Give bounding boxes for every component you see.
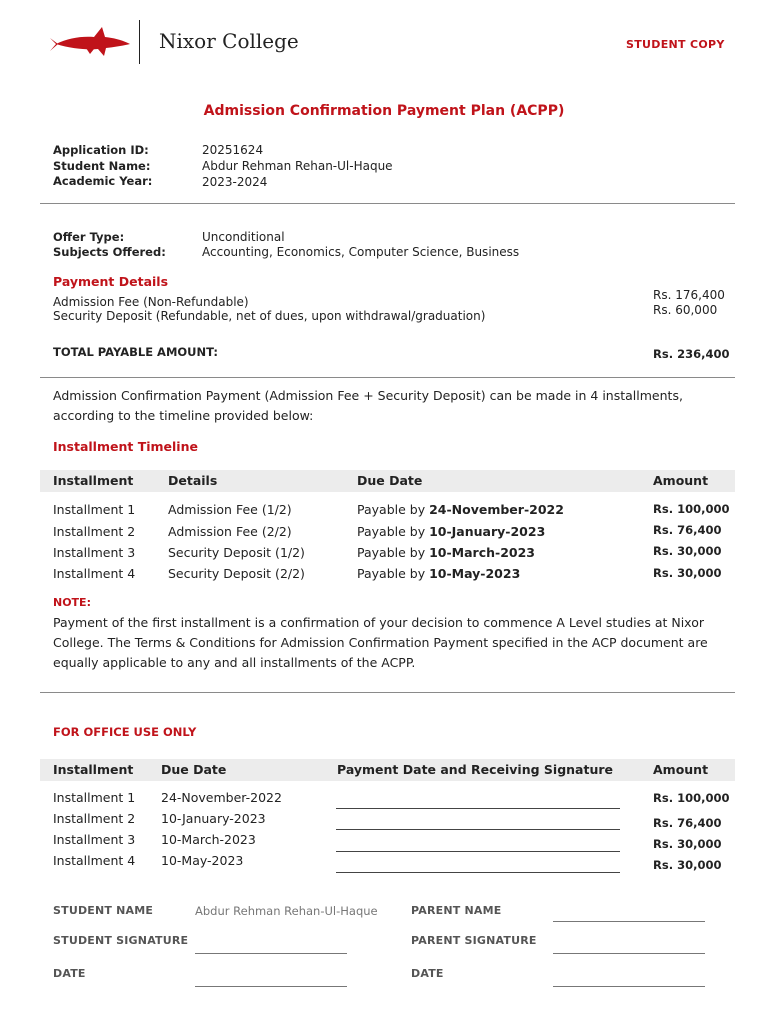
- office-row-4-due: 10-May-2023: [161, 853, 244, 868]
- academic-year-label: Academic Year:: [53, 174, 153, 188]
- due-date: 10-January-2023: [429, 524, 546, 539]
- office-row-4-signature-line[interactable]: [336, 872, 620, 873]
- due-prefix: Payable by: [357, 524, 430, 539]
- timeline-row-3-installment: Installment 3: [53, 545, 136, 560]
- note-text: [53, 613, 733, 673]
- office-row-3-amount: Rs. 30,000: [653, 837, 722, 851]
- total-payable-value: Rs. 236,400: [653, 347, 730, 361]
- divider-1: [40, 203, 735, 204]
- college-logo: [48, 24, 132, 64]
- subjects-value: Accounting, Economics, Computer Science, Business: [202, 245, 520, 259]
- timeline-row-3-details: Security Deposit (1/2): [168, 545, 305, 560]
- timeline-row-1-due: [357, 502, 564, 517]
- office-row-1-amount: Rs. 100,000: [653, 791, 730, 805]
- timeline-row-1-details: Admission Fee (1/2): [168, 502, 292, 517]
- timeline-row-2-amount: Rs. 76,400: [653, 523, 722, 537]
- timeline-col-details: Details: [168, 473, 218, 488]
- timeline-row-4-installment: Installment 4: [53, 566, 136, 581]
- parent-date-label: DATE: [411, 967, 444, 980]
- payment-details-heading: Payment Details: [53, 274, 169, 289]
- student-name-footer-value: Abdur Rehman Rehan-Ul-Haque: [195, 904, 378, 918]
- offer-type-value: Unconditional: [202, 230, 285, 244]
- timeline-heading: Installment Timeline: [53, 439, 198, 454]
- header-divider: [139, 20, 140, 64]
- total-payable-label: TOTAL PAYABLE AMOUNT:: [53, 345, 218, 359]
- office-col-amount: Amount: [653, 762, 709, 777]
- office-row-2-installment: Installment 2: [53, 811, 136, 826]
- office-row-2-due: 10-January-2023: [161, 811, 266, 826]
- student-name-footer-label: STUDENT NAME: [53, 904, 154, 917]
- student-signature-label: STUDENT SIGNATURE: [53, 934, 189, 947]
- student-signature-line[interactable]: [195, 953, 347, 954]
- due-prefix: Payable by: [357, 502, 430, 517]
- office-heading: FOR OFFICE USE ONLY: [53, 725, 197, 739]
- office-row-3-due: 10-March-2023: [161, 832, 256, 847]
- student-date-line[interactable]: [195, 986, 347, 987]
- office-col-installment: Installment: [53, 762, 134, 777]
- due-prefix: Payable by: [357, 566, 430, 581]
- due-date: 10-March-2023: [429, 545, 535, 560]
- admission-fee-value: Rs. 176,400: [653, 288, 725, 302]
- shark-icon: [48, 24, 132, 64]
- office-row-4-amount: Rs. 30,000: [653, 858, 722, 872]
- academic-year-value: 2023-2024: [202, 175, 268, 189]
- divider-3: [40, 692, 735, 693]
- security-deposit-value: Rs. 60,000: [653, 303, 718, 317]
- college-name: Nixor College: [159, 29, 299, 53]
- application-id-value: 20251624: [202, 143, 264, 157]
- offer-type-label: Offer Type:: [53, 230, 125, 244]
- student-name-value: Abdur Rehman Rehan-Ul-Haque: [202, 159, 393, 173]
- due-date: 24-November-2022: [429, 502, 564, 517]
- office-row-4-installment: Installment 4: [53, 853, 136, 868]
- office-col-signature: Payment Date and Receiving Signature: [337, 762, 613, 777]
- timeline-row-3-due: [357, 545, 535, 560]
- timeline-col-due-date: Due Date: [357, 473, 423, 488]
- admission-fee-label: Admission Fee (Non-Refundable): [53, 295, 249, 309]
- application-id-label: Application ID:: [53, 143, 149, 157]
- office-row-1-signature-line[interactable]: [336, 808, 620, 809]
- office-row-2-signature-line[interactable]: [336, 829, 620, 830]
- parent-name-line[interactable]: [553, 921, 705, 922]
- note-label: NOTE:: [53, 596, 91, 609]
- page-title: Admission Confirmation Payment Plan (ACPP): [203, 103, 565, 119]
- intro-text: [53, 386, 733, 426]
- parent-date-line[interactable]: [553, 986, 705, 987]
- student-name-label: Student Name:: [53, 159, 151, 173]
- office-row-1-installment: Installment 1: [53, 790, 136, 805]
- timeline-row-2-details: Admission Fee (2/2): [168, 524, 292, 539]
- office-row-3-installment: Installment 3: [53, 832, 136, 847]
- timeline-row-4-details: Security Deposit (2/2): [168, 566, 305, 581]
- timeline-row-2-due: [357, 524, 545, 539]
- due-date: 10-May-2023: [429, 566, 521, 581]
- timeline-row-1-amount: Rs. 100,000: [653, 502, 730, 516]
- timeline-col-installment: Installment: [53, 473, 134, 488]
- timeline-row-2-installment: Installment 2: [53, 524, 136, 539]
- office-row-3-signature-line[interactable]: [336, 851, 620, 852]
- timeline-row-3-amount: Rs. 30,000: [653, 544, 722, 558]
- subjects-label: Subjects Offered:: [53, 245, 166, 259]
- office-row-2-amount: Rs. 76,400: [653, 816, 722, 830]
- parent-signature-label: PARENT SIGNATURE: [411, 934, 537, 947]
- divider-2: [40, 377, 735, 378]
- office-row-1-due: 24-November-2022: [161, 790, 282, 805]
- due-prefix: Payable by: [357, 545, 430, 560]
- security-deposit-label: Security Deposit (Refundable, net of dues, upon withdrawal/graduation): [53, 309, 486, 323]
- timeline-row-4-due: [357, 566, 520, 581]
- timeline-row-4-amount: Rs. 30,000: [653, 566, 722, 580]
- note-paragraph: Payment of the first installment is a confirmation of your decision to commence A Level studies at Nixor College. The Terms & Conditions for Admission Confirmation Payment specified in the ACP document are equally applicable to any and all installments of the ACPP.: [53, 615, 708, 670]
- timeline-row-1-installment: Installment 1: [53, 502, 136, 517]
- office-col-due-date: Due Date: [161, 762, 227, 777]
- parent-signature-line[interactable]: [553, 953, 705, 954]
- intro-paragraph: Admission Confirmation Payment (Admission Fee + Security Deposit) can be made in 4 installments, according to the timeline provided below:: [53, 388, 683, 423]
- parent-name-label: PARENT NAME: [411, 904, 502, 917]
- timeline-col-amount: Amount: [653, 473, 709, 488]
- copy-label: STUDENT COPY: [626, 38, 725, 51]
- student-date-label: DATE: [53, 967, 86, 980]
